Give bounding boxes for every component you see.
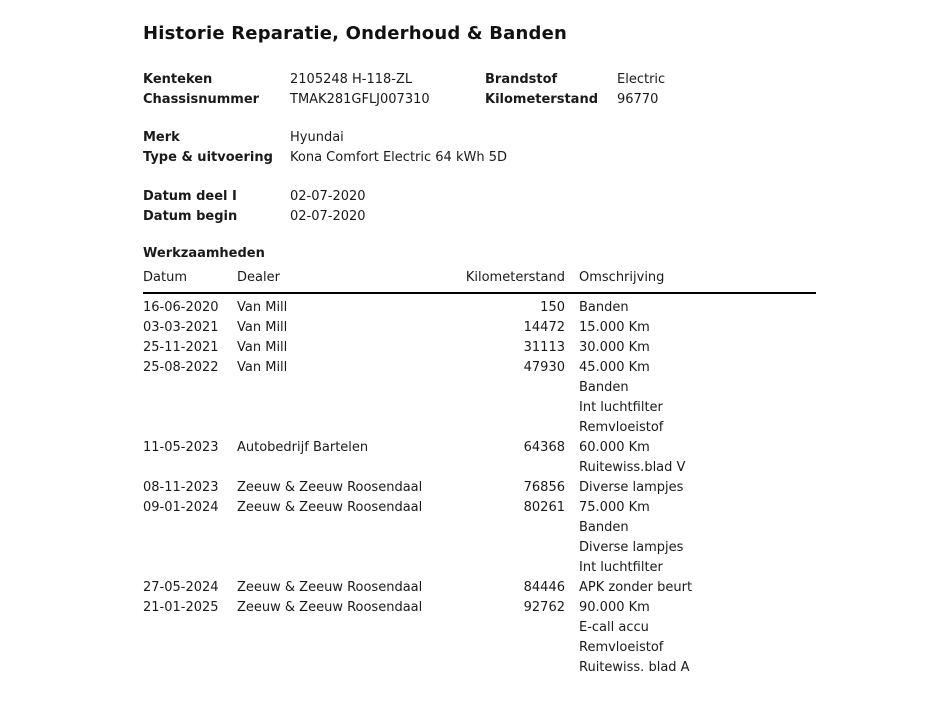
cell-kilometerstand: 14472 <box>523 320 565 335</box>
cell-dealer: Van Mill <box>237 360 288 375</box>
info-row <box>143 207 941 227</box>
datum-begin-value: 02-07-2020 <box>290 209 366 224</box>
werkzaamheden-table-body <box>143 294 816 678</box>
table-row <box>143 478 816 498</box>
page-title: Historie Reparatie, Onderhoud & Banden <box>143 23 568 44</box>
cell-omschrijving <box>565 498 816 578</box>
info-row <box>143 187 941 207</box>
cell-kilometerstand: 76856 <box>523 480 565 495</box>
column-header-dealer: Dealer <box>237 270 280 285</box>
omschrijving-line: Banden <box>579 300 629 315</box>
cell-omschrijving <box>565 478 816 498</box>
cell-datum: 09-01-2024 <box>143 500 219 515</box>
cell-kilometerstand: 64368 <box>523 440 565 455</box>
omschrijving-line: Banden <box>579 380 629 395</box>
omschrijving-line: Remvloeistof <box>579 640 664 655</box>
info-row <box>143 70 941 90</box>
table-row <box>143 338 816 358</box>
kilometerstand-value: 96770 <box>617 92 659 107</box>
cell-omschrijving <box>565 438 816 478</box>
column-header-omschrijving: Omschrijving <box>579 270 665 285</box>
omschrijving-line: Remvloeistof <box>579 420 664 435</box>
omschrijving-line: E-call accu <box>579 620 649 635</box>
info-row <box>143 90 941 110</box>
vehicle-model-block <box>143 128 941 168</box>
table-row <box>143 578 816 598</box>
omschrijving-line: 90.000 Km <box>579 600 650 615</box>
cell-kilometerstand: 150 <box>540 300 565 315</box>
cell-dealer: Autobedrijf Bartelen <box>237 440 369 455</box>
table-row <box>143 598 816 678</box>
info-row <box>143 128 941 148</box>
cell-dealer: Zeeuw & Zeeuw Roosendaal <box>237 580 423 595</box>
cell-kilometerstand: 84446 <box>523 580 565 595</box>
cell-kilometerstand: 80261 <box>523 500 565 515</box>
brandstof-label: Brandstof <box>485 72 558 87</box>
cell-datum: 27-05-2024 <box>143 580 219 595</box>
omschrijving-line: APK zonder beurt <box>579 580 693 595</box>
table-row <box>143 318 816 338</box>
cell-kilometerstand: 92762 <box>523 600 565 615</box>
omschrijving-line: Diverse lampjes <box>579 480 684 495</box>
merk-value: Hyundai <box>290 130 344 145</box>
cell-datum: 08-11-2023 <box>143 480 219 495</box>
cell-omschrijving <box>565 298 816 318</box>
chassisnummer-label: Chassisnummer <box>143 92 260 107</box>
cell-omschrijving <box>565 338 816 358</box>
cell-kilometerstand: 31113 <box>523 340 565 355</box>
cell-datum: 25-08-2022 <box>143 360 219 375</box>
omschrijving-line: Ruitewiss.blad V <box>579 460 686 475</box>
omschrijving-line: Ruitewiss. blad A <box>579 660 690 675</box>
vehicle-id-block <box>143 70 941 110</box>
brandstof-value: Electric <box>617 72 666 87</box>
omschrijving-line: Int luchtfilter <box>579 400 663 415</box>
omschrijving-line: Int luchtfilter <box>579 560 663 575</box>
table-row <box>143 498 816 578</box>
dates-block <box>143 187 941 227</box>
cell-dealer: Van Mill <box>237 300 288 315</box>
cell-dealer: Van Mill <box>237 320 288 335</box>
cell-datum: 25-11-2021 <box>143 340 219 355</box>
omschrijving-line: 75.000 Km <box>579 500 650 515</box>
werkzaamheden-table <box>143 268 816 678</box>
omschrijving-line: 15.000 Km <box>579 320 650 335</box>
table-row <box>143 438 816 478</box>
cell-omschrijving <box>565 598 816 678</box>
table-row <box>143 298 816 318</box>
info-row <box>143 148 941 168</box>
merk-label: Merk <box>143 130 180 145</box>
cell-dealer: Zeeuw & Zeeuw Roosendaal <box>237 600 423 615</box>
cell-dealer: Zeeuw & Zeeuw Roosendaal <box>237 480 423 495</box>
omschrijving-line: Diverse lampjes <box>579 540 684 555</box>
kenteken-value: 2105248 H-118-ZL <box>290 72 413 87</box>
cell-datum: 03-03-2021 <box>143 320 219 335</box>
cell-dealer: Van Mill <box>237 340 288 355</box>
column-header-kilometerstand: Kilometerstand <box>465 270 565 285</box>
column-header-datum: Datum <box>143 270 187 285</box>
kenteken-label: Kenteken <box>143 72 213 87</box>
table-header-row <box>143 268 816 294</box>
cell-datum: 11-05-2023 <box>143 440 219 455</box>
cell-omschrijving <box>565 318 816 338</box>
datum-deel-label: Datum deel I <box>143 189 237 204</box>
chassisnummer-value: TMAK281GFLJ007310 <box>290 92 430 107</box>
omschrijving-line: 30.000 Km <box>579 340 650 355</box>
cell-omschrijving <box>565 578 816 598</box>
omschrijving-line: 60.000 Km <box>579 440 650 455</box>
datum-deel-value: 02-07-2020 <box>290 189 366 204</box>
datum-begin-label: Datum begin <box>143 209 238 224</box>
table-row <box>143 358 816 438</box>
kilometerstand-label: Kilometerstand <box>485 92 599 107</box>
omschrijving-line: Banden <box>579 520 629 535</box>
type-uitvoering-label: Type & uitvoering <box>143 150 273 165</box>
cell-dealer: Zeeuw & Zeeuw Roosendaal <box>237 500 423 515</box>
cell-omschrijving <box>565 358 816 438</box>
werkzaamheden-heading: Werkzaamheden <box>143 246 265 261</box>
cell-datum: 21-01-2025 <box>143 600 219 615</box>
omschrijving-line: 45.000 Km <box>579 360 650 375</box>
type-uitvoering-value: Kona Comfort Electric 64 kWh 5D <box>290 150 507 165</box>
cell-datum: 16-06-2020 <box>143 300 219 315</box>
cell-kilometerstand: 47930 <box>523 360 565 375</box>
